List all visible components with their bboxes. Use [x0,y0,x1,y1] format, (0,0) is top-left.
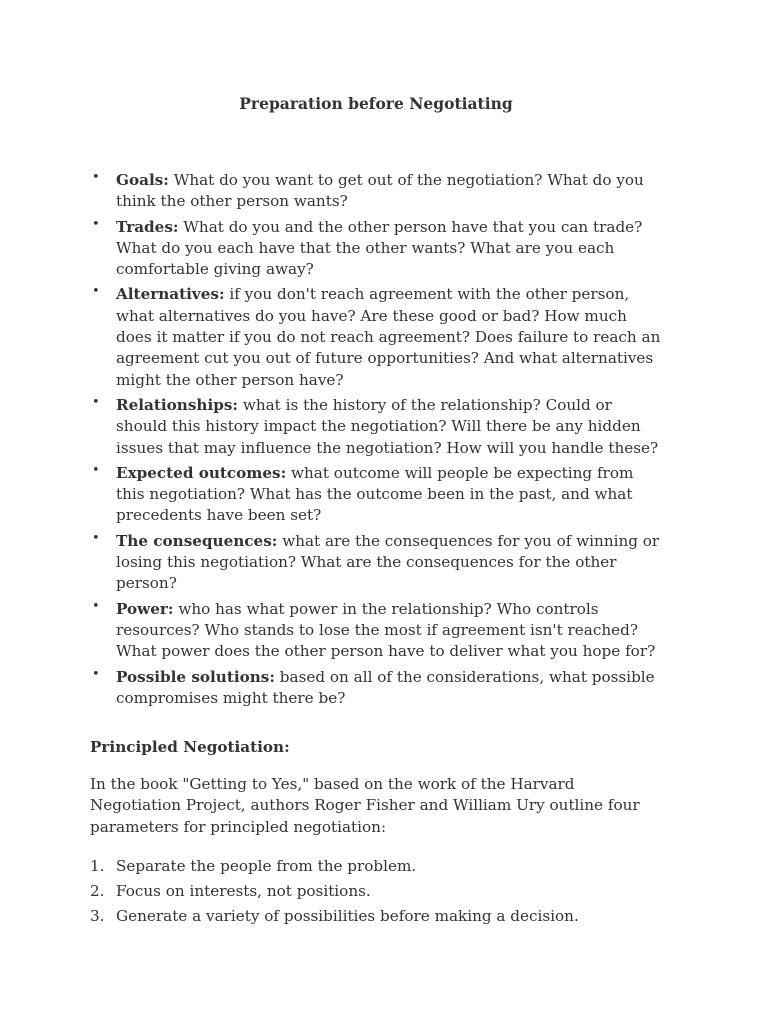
section-heading: Principled Negotiation: [90,738,290,756]
parameters-list [90,856,660,930]
list-item [90,906,660,927]
item-text: Separate the people from the problem. [116,857,417,875]
item-term: Relationships: [116,395,238,414]
bullet-icon: • [92,666,100,682]
list-item [90,667,665,710]
document-title: Preparation before Negotiating [239,94,513,113]
list-item [90,463,665,527]
list-number: 2. [90,881,105,900]
item-text: what outcome will people be expecting from this negotiation? What has the outcome been in the past, and what precedents have been set? [116,463,634,525]
list-number: 1. [90,857,105,875]
item-term: Possible solutions: [116,667,275,686]
list-item [90,217,665,281]
list-item [90,599,665,663]
item-term: Expected outcomes: [116,463,287,482]
preparation-list [90,170,665,713]
bullet-icon: • [92,170,100,185]
list-item [90,170,665,213]
item-term: Alternatives: [116,285,225,304]
list-item [90,531,665,595]
bullet-icon: • [92,216,100,232]
item-text: what is the history of the relationship? Could or should this history impact the negotiation? Will there be any hidden issues that may influence the negotiation? How will you handle these? [116,395,659,457]
bullet-icon: • [92,530,100,546]
intro-paragraph: In the book "Getting to Yes," based on the work of the Harvard Negotiation Project, authors Roger Fisher and William Ury outline four parameters for principled negotiation: [90,775,640,836]
bullet-icon: • [92,284,100,300]
item-text: who has what power in the relationship? Who controls resources? Who stands to lose the most if agreement isn't reached? What power does the other person have to deliver what you hope for? [116,599,656,661]
bullet-icon: • [92,598,100,614]
item-text: Generate a variety of possibilities before making a decision. [116,906,579,925]
item-text: What do you and the other person have that you can trade? What do you each have that the other wants? What are you each comfortable giving away? [116,217,643,279]
item-term: Trades: [116,217,179,236]
list-item [90,395,665,459]
list-number: 3. [90,906,105,925]
bullet-icon: • [92,462,100,478]
item-text: Focus on interests, not positions. [116,881,371,900]
item-term: Goals: [116,171,169,189]
item-term: The consequences: [116,531,278,550]
list-item [90,881,660,902]
item-term: Power: [116,599,174,618]
item-text: What do you want to get out of the negotiation? What do you think the other person wants? [116,171,644,211]
list-item [90,284,665,390]
item-text: what are the consequences for you of winning or losing this negotiation? What are the consequences for the other person? [116,531,660,593]
list-item [90,856,660,877]
bullet-icon: • [92,394,100,410]
item-text: based on all of the considerations, what possible compromises might there be? [116,667,655,707]
item-text: if you don't reach agreement with the other person, what alternatives do you have? Are these good or bad? How much does it matter if you do not reach agreement? Does failure to reach an agreement cut you out of future opportunities? And what alternatives might the other person have? [116,285,661,389]
